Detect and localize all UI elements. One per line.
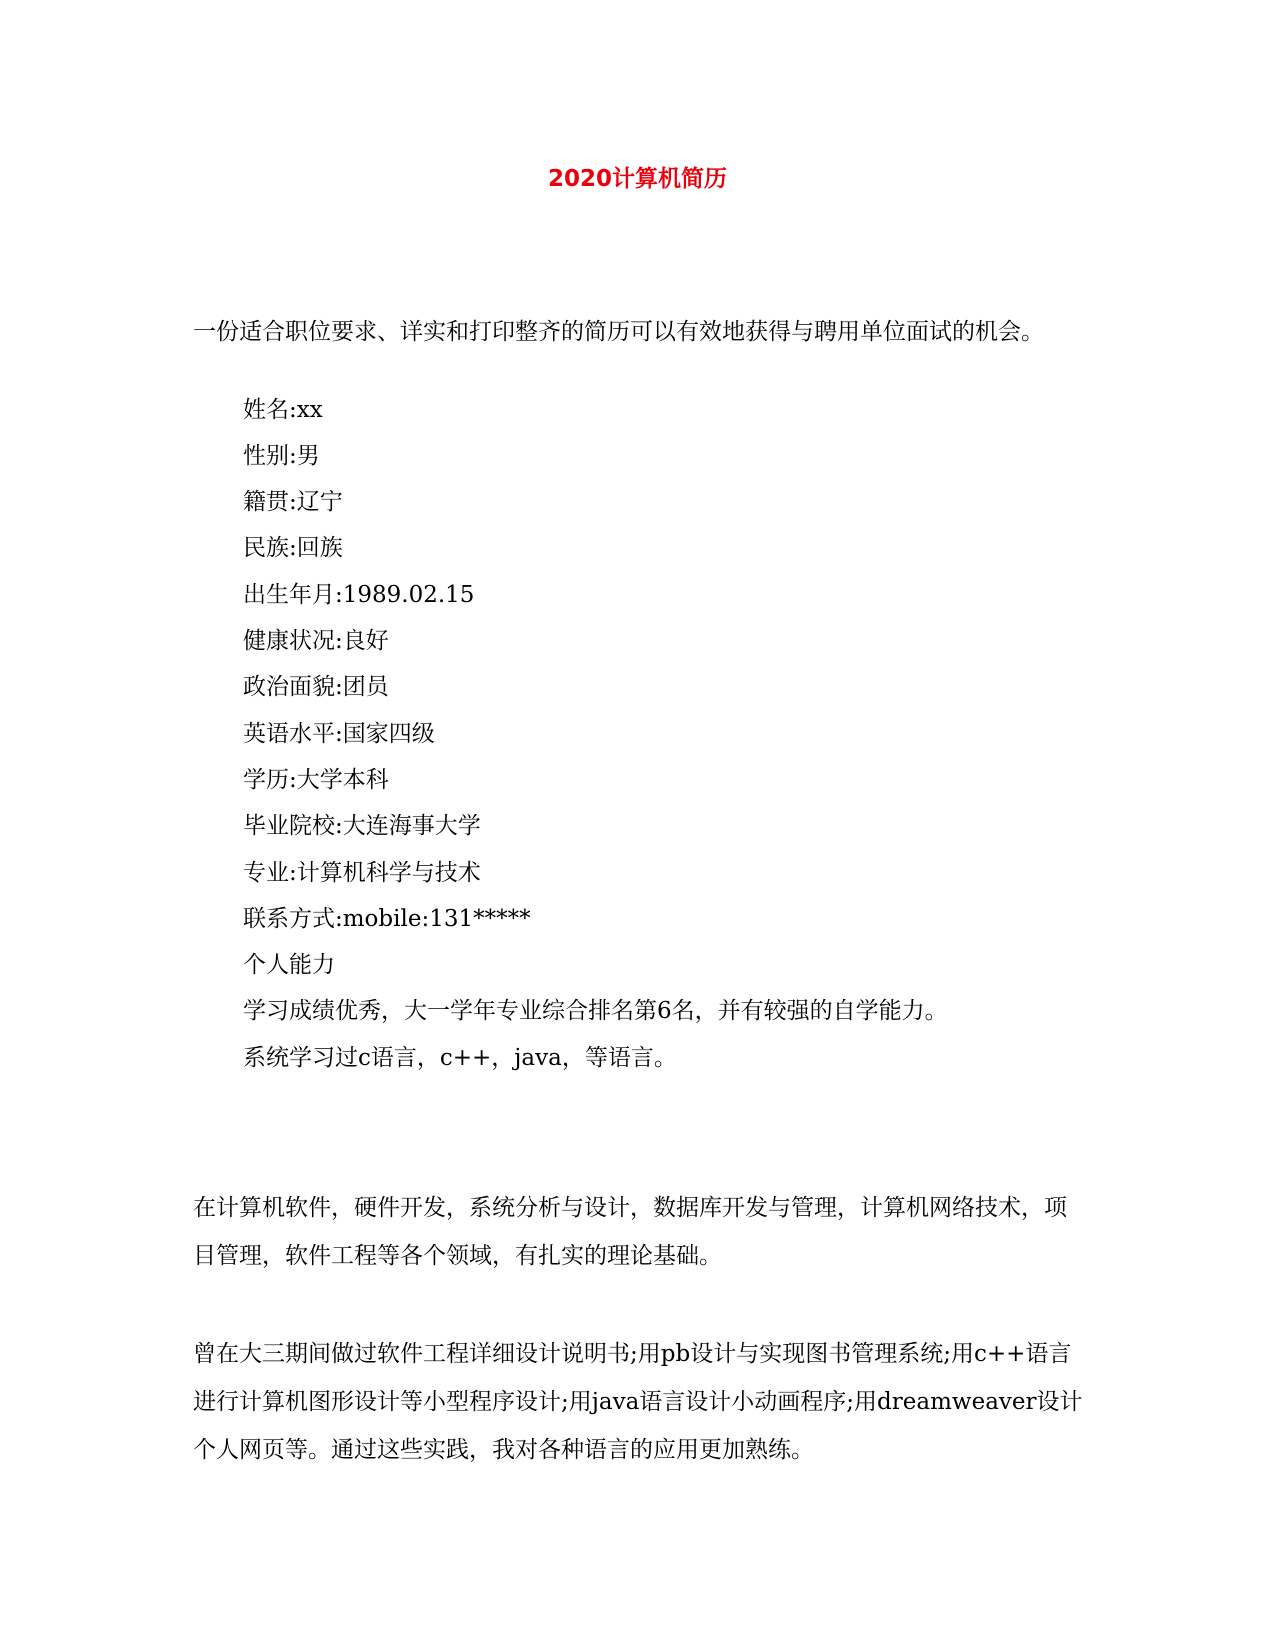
field-hometown: 籍贯:辽宁 (243, 489, 343, 515)
field-health: 健康状况:良好 (243, 628, 389, 654)
field-ethnicity: 民族:回族 (243, 535, 343, 561)
field-english-level: 英语水平:国家四级 (243, 721, 435, 747)
field-school: 毕业院校:大连海事大学 (243, 813, 481, 839)
field-birthdate: 出生年月:1989.02.15 (243, 582, 475, 608)
field-education: 学历:大学本科 (243, 767, 389, 793)
field-major: 专业:计算机科学与技术 (243, 860, 481, 886)
field-name: 姓名:xx (243, 397, 323, 423)
experience-paragraph: 曾在大三期间做过软件工程详细设计说明书;用pb设计与实现图书管理系统;用c++语言进行计算机图形设计等小型程序设计;用java语言设计小动画程序;用dreamweaver设计个人网页等。通过这些实践，我对各种语言的应用更加熟练。 (193, 1341, 1083, 1463)
section-heading-abilities: 个人能力 (243, 952, 335, 978)
field-contact: 联系方式:mobile:131***** (243, 906, 531, 932)
field-gender: 性别:男 (243, 443, 320, 469)
ability-line-languages: 系统学习过c语言，c++，java，等语言。 (243, 1045, 677, 1071)
intro-paragraph: 一份适合职位要求、详实和打印整齐的简历可以有效地获得与聘用单位面试的机会。 (193, 319, 1044, 345)
skills-paragraph: 在计算机软件，硬件开发，系统分析与设计，数据库开发与管理，计算机网络技术，项目管理，软件工程等各个领域，有扎实的理论基础。 (193, 1195, 1067, 1269)
field-political-status: 政治面貌:团员 (243, 674, 389, 700)
ability-line-grades: 学习成绩优秀，大一学年专业综合排名第6名，并有较强的自学能力。 (243, 998, 948, 1024)
document-title: 2020计算机简历 (547, 166, 727, 192)
